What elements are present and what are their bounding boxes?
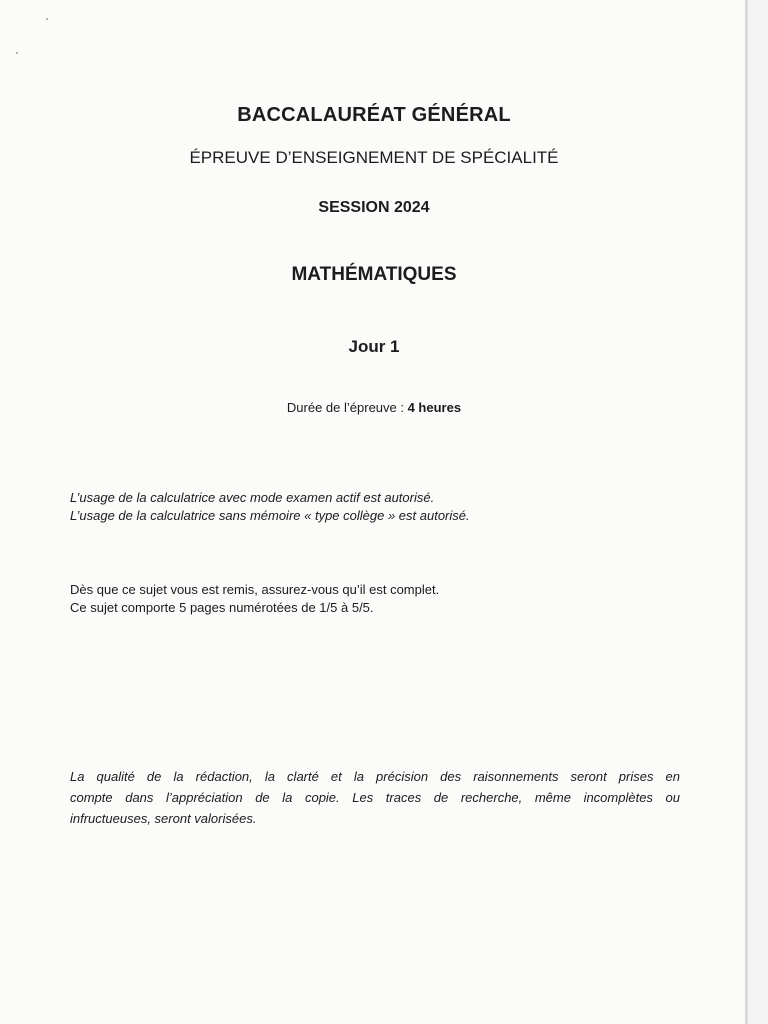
calculator-rules: [70, 489, 470, 525]
instruction-line: Dès que ce sujet vous est remis, assurez-vous qu’il est complet.: [70, 582, 440, 597]
instruction-line: Ce sujet comporte 5 pages numérotées de 1/5 à 5/5.: [70, 600, 374, 615]
quality-note-line: La qualité de la rédaction, la clarté et la précision des raisonnements seront prises en: [70, 769, 680, 784]
duration-label: Durée de l’épreuve :: [286, 400, 408, 415]
day-label: Jour 1: [348, 337, 400, 356]
subject-title: MATHÉMATIQUES: [291, 264, 457, 285]
exam-subtitle: ÉPREUVE D’ENSEIGNEMENT DE SPÉCIALITÉ: [189, 148, 559, 167]
quality-note-line: compte dans l’appréciation de la copie. Les traces de recherche, même incomplètes ou: [70, 790, 680, 805]
session-label: SESSION 2024: [318, 199, 430, 216]
calculator-rule: L’usage de la calculatrice sans mémoire « type collège » est autorisé.: [70, 508, 470, 523]
exam-title: BACCALAURÉAT GÉNÉRAL: [237, 104, 511, 126]
scan-speck: [16, 52, 18, 54]
scan-speck: [46, 18, 48, 20]
calculator-rule: L’usage de la calculatrice avec mode examen actif est autorisé.: [70, 490, 435, 505]
quality-note: [70, 766, 680, 829]
instructions: [70, 581, 439, 617]
duration-value: 4 heures: [407, 400, 462, 415]
scan-margin: [748, 0, 768, 1024]
quality-note-line: infructueuses, seront valorisées.: [70, 811, 257, 826]
duration-line: [0, 400, 748, 415]
